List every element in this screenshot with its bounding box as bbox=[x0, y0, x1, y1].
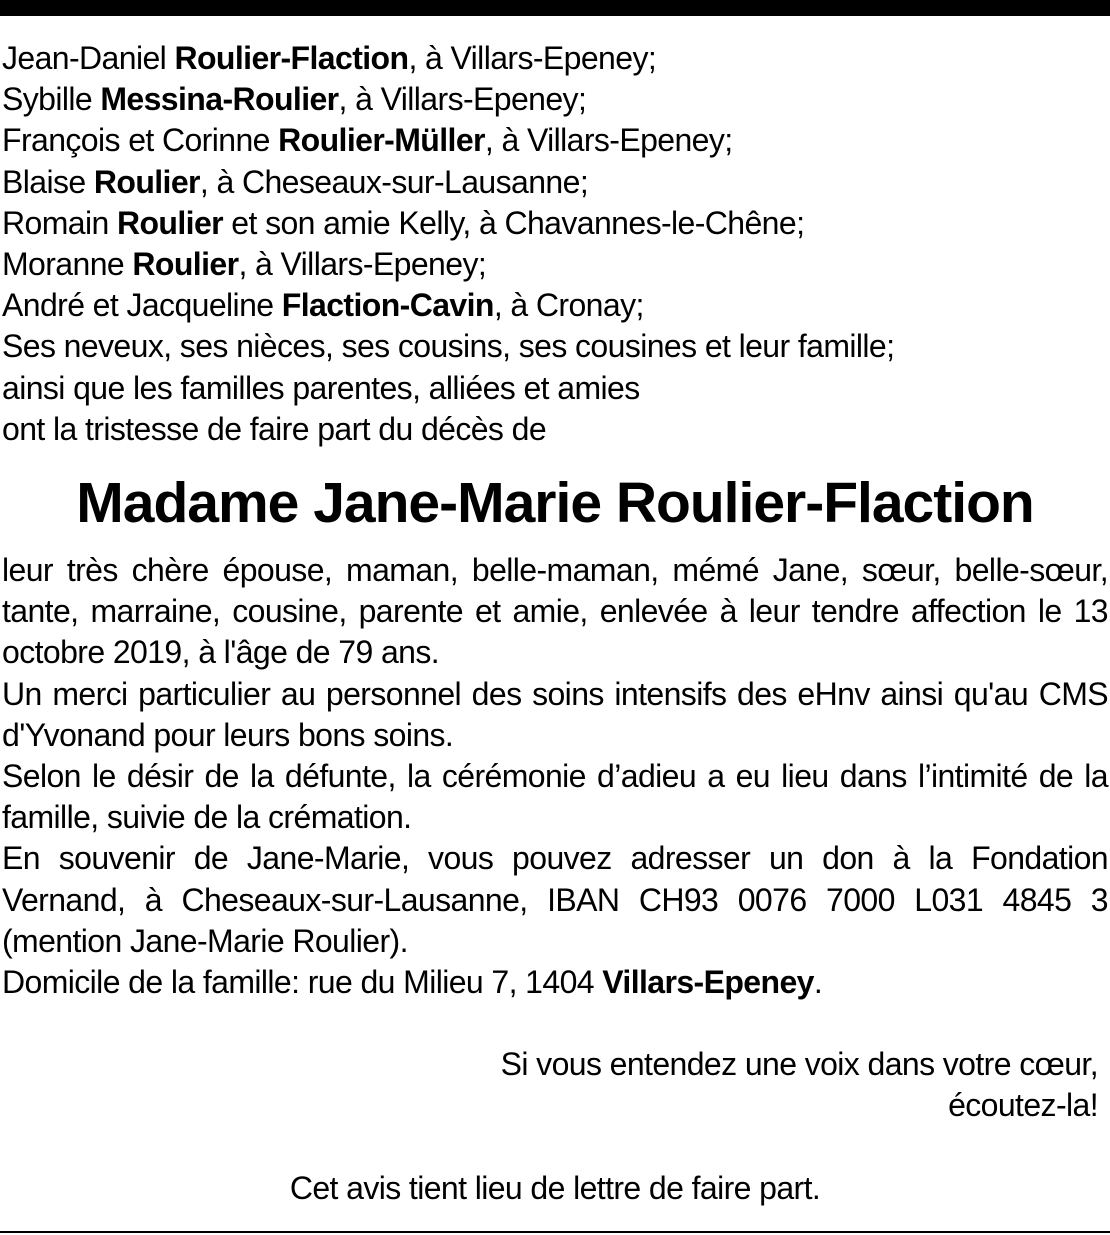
domicile-line bbox=[2, 962, 1108, 1003]
mourner-location: , à Villars-Epeney; bbox=[238, 246, 487, 283]
mourner-surname: Roulier bbox=[93, 163, 200, 200]
deceased-name: Madame Jane-Marie Roulier-Flaction bbox=[76, 471, 1034, 536]
mourner-first-names: Romain bbox=[2, 204, 117, 241]
mourner-first-names: Jean-Daniel bbox=[2, 40, 175, 76]
domicile-town: Villars-Epeney bbox=[602, 964, 814, 1001]
mourner-line bbox=[2, 203, 1108, 244]
mourner-location: , à Villars-Epeney; bbox=[408, 40, 657, 76]
mourner-line bbox=[2, 79, 1108, 120]
thanks-paragraph: Un merci particulier au personnel des soins intensifs des eHnv ainsi qu'au CMS d'Yvonand pour leurs bons soins. bbox=[2, 675, 1108, 753]
mourner-location: , à Villars-Epeney; bbox=[338, 81, 587, 118]
mourner-location: , à Cronay; bbox=[493, 287, 644, 324]
domicile-address: Domicile de la famille: rue du Milieu 7, 1404 bbox=[2, 964, 603, 1001]
mourner-surname: Roulier bbox=[132, 246, 239, 283]
mourner-line bbox=[2, 285, 1108, 326]
mourner-surname: Messina-Roulier bbox=[100, 81, 339, 118]
mourner-surname: Flaction-Cavin bbox=[281, 287, 494, 324]
mourner-location: et son amie Kelly, à Chavannes-le-Chêne; bbox=[223, 204, 805, 241]
mourner-first-names: Sybille bbox=[2, 81, 101, 118]
tribute-paragraph: leur très chère épouse, maman, belle-maman, mémé Jane, sœur, belle-sœur, tante, marraine, cousine, parente et amie, enlevée à leur tendre affection le 13 octobre 2019, à l'âge de 79 ans. bbox=[2, 552, 1108, 671]
mourner-line bbox=[2, 120, 1108, 161]
mourner-location: , à Villars-Epeney; bbox=[484, 122, 733, 159]
intro-line: Ses neveux, ses nièces, ses cousins, ses cousines et leur famille; bbox=[2, 328, 895, 365]
domicile-punctuation: . bbox=[813, 964, 823, 1001]
mourner-surname: Roulier bbox=[116, 204, 224, 241]
mourner-first-names: François et Corinne bbox=[2, 122, 279, 159]
donation-paragraph: En souvenir de Jane-Marie, vous pouvez adresser un don à la Fondation Vernand, à Cheseaux-sur-Lausanne, IBAN CH93 0076 7000 L031 4845 3 (mention Jane-Marie Roulier). bbox=[2, 840, 1108, 959]
mourner-first-names: Moranne bbox=[2, 246, 133, 283]
mourner-location: , à Cheseaux-sur-Lausanne; bbox=[199, 163, 589, 200]
quote bbox=[2, 1044, 1108, 1126]
top-rule bbox=[0, 0, 1110, 16]
quote-line: écoutez-la! bbox=[948, 1087, 1098, 1124]
intro-line: ainsi que les familles parentes, alliées et amies bbox=[2, 369, 640, 406]
mourner-line bbox=[2, 162, 1108, 203]
mourner-line bbox=[2, 38, 1108, 79]
mourner-first-names: Blaise bbox=[2, 163, 94, 200]
mourner-line bbox=[2, 244, 1108, 285]
closing-note: Cet avis tient lieu de lettre de faire part. bbox=[289, 1169, 821, 1206]
bottom-rule bbox=[0, 1231, 1110, 1233]
intro-line: ont la tristesse de faire part du décès de bbox=[2, 410, 547, 447]
quote-line: Si vous entendez une voix dans votre cœur, bbox=[500, 1046, 1098, 1083]
ceremony-paragraph: Selon le désir de la défunte, la cérémonie d’adieu a eu lieu dans l’intimité de la famille, suivie de la crémation. bbox=[2, 758, 1108, 836]
mourners-list bbox=[2, 38, 1108, 450]
notice-body bbox=[2, 550, 1108, 1003]
mourner-first-names: André et Jacqueline bbox=[2, 287, 282, 324]
mourner-surname: Roulier-Flaction bbox=[174, 40, 409, 76]
obituary-notice bbox=[2, 38, 1108, 1209]
mourner-surname: Roulier-Müller bbox=[278, 122, 485, 159]
